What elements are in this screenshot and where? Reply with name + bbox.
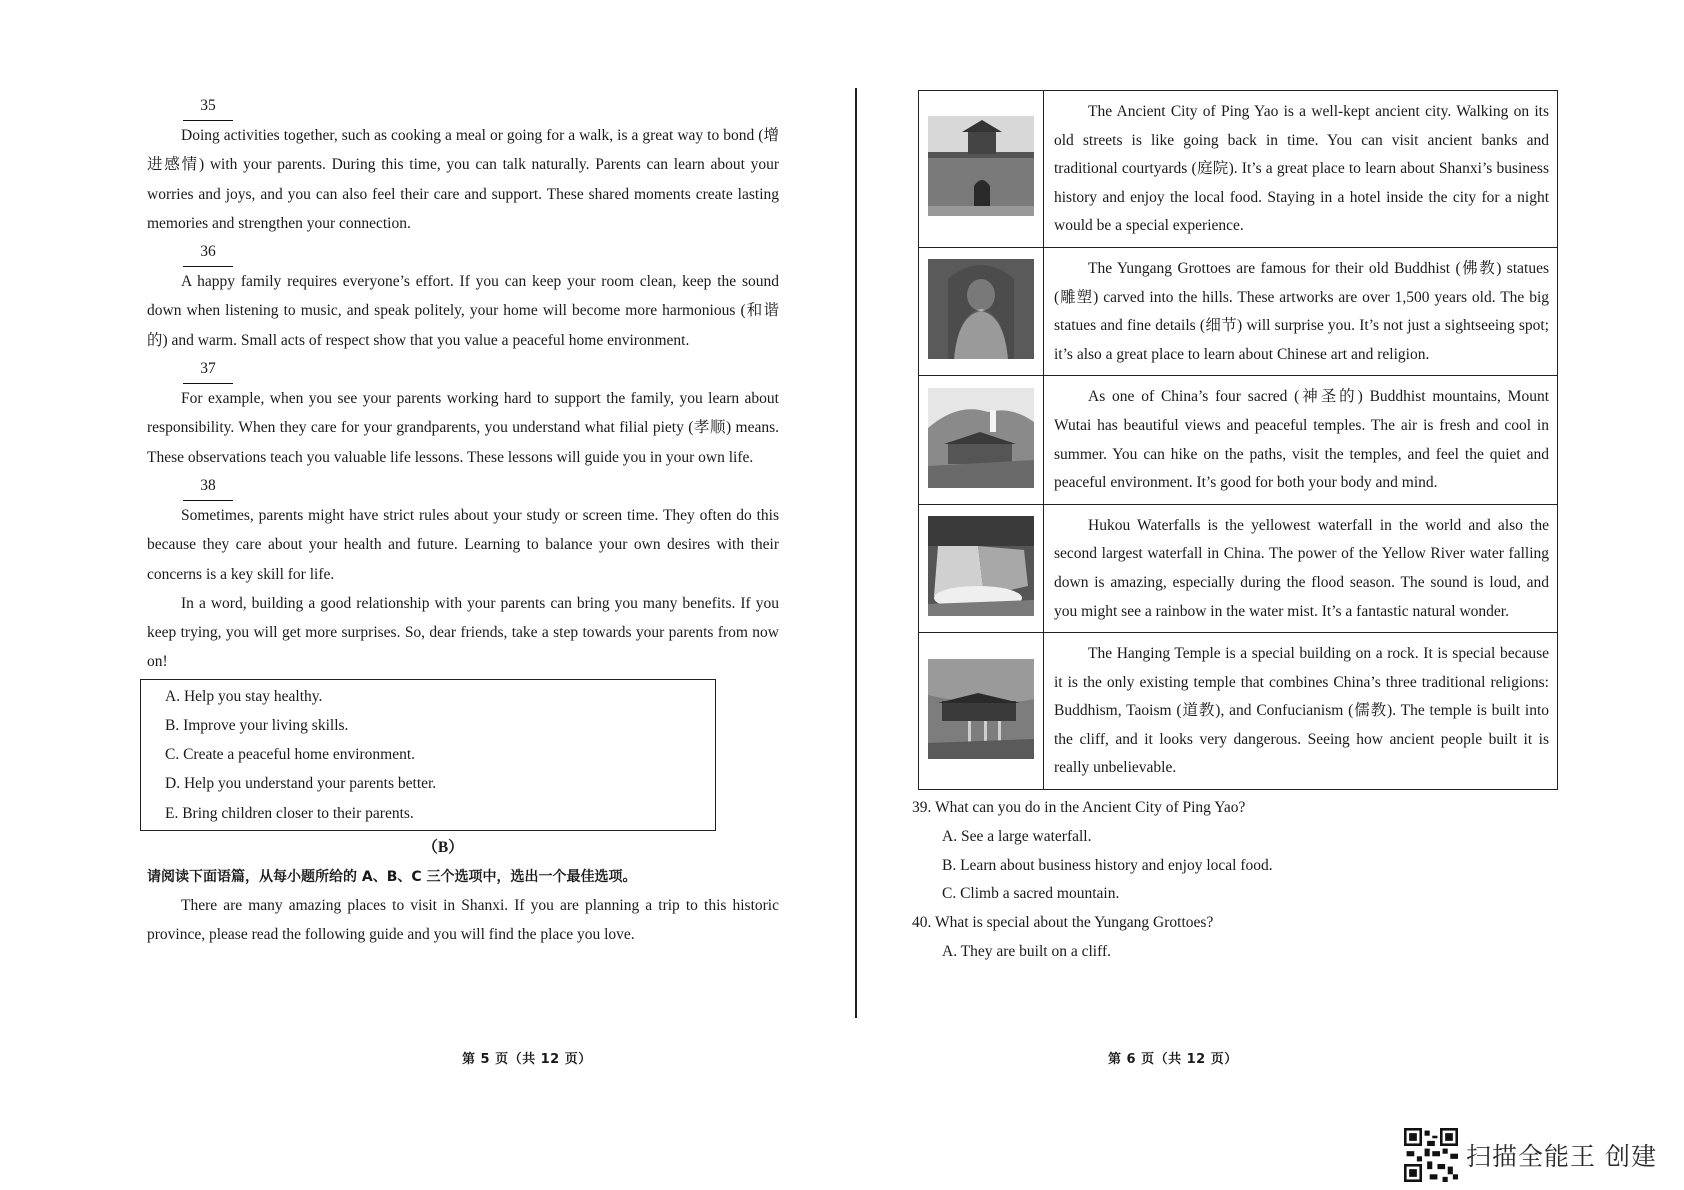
blank-35-number: 35 <box>183 92 233 121</box>
q39-option-a: A. See a large waterfall. <box>942 827 1092 845</box>
option-b: B. Improve your living skills. <box>165 716 349 734</box>
cliff-temple-image-icon <box>928 659 1034 759</box>
paragraph-35: Doing activities together, such as cooking a meal or going for a walk, is a great way to bond (增进感情) with your parents. During this time, you can talk naturally. Parents can learn about your worries and joys, and you can also feel their care and support. These shared moments create lasting memories and strengthen your connection. <box>147 127 779 232</box>
blank-35 <box>183 92 779 121</box>
guide-row-yungang <box>919 247 1558 375</box>
wutai-description: As one of China’s four sacred (神圣的) Buddhist mountains, Mount Wutai has beautiful views and peaceful temples. The air is fresh and cool in summer. You can hike on the paths, visit the temples, and feel the quiet and peaceful environment. It’s good for both your body and mind. <box>1044 376 1558 504</box>
paragraph-36: A happy family requires everyone’s effort. If you can keep your room clean, keep the sound down when listening to music, and speak politely, your home will become more harmonious (和谐的) and warm. Small acts of respect show that you value a peaceful home environment. <box>147 273 779 349</box>
hanging-temple-description: The Hanging Temple is a special building on a rock. It is special because it is the only existing temple that combines China’s three traditional religions: Buddhism, Taoism (道教), and Confucianism (儒教). The temple is built into the cliff, and it looks very dangerous. Seeing how ancient people built it is really unbelievable. <box>1044 633 1558 790</box>
page-number-right: 第 6 页（共 12 页） <box>1108 1052 1238 1067</box>
q40-option-a: A. They are built on a cliff. <box>942 943 1112 961</box>
waterfall-photo <box>919 504 1044 632</box>
question-39: 39. What can you do in the Ancient City of Ping Yao? <box>912 799 1246 817</box>
options-box <box>140 679 716 831</box>
left-page <box>147 92 779 949</box>
blank-38 <box>183 472 779 501</box>
guide-row-hanging-temple <box>919 633 1558 790</box>
scanner-watermark <box>1404 1128 1657 1182</box>
hukou-description: Hukou Waterfalls is the yellowest waterfall in the world and also the second largest waterfall in China. The power of the Yellow River water falling down is amazing, especially during the flood season. The sound is loud, and you might see a rainbow in the water mist. It’s a fantastic natural wonder. <box>1044 504 1558 632</box>
right-page <box>912 90 1558 967</box>
blank-37 <box>183 355 779 384</box>
option-a: A. Help you stay healthy. <box>165 687 323 705</box>
blank-37-number: 37 <box>183 355 233 384</box>
questions <box>912 794 1558 967</box>
guide-intro: There are many amazing places to visit in Shanxi. If you are planning a trip to this historic province, please read the following guide and you will find the place you love. <box>147 896 779 944</box>
watermark-text: 扫描全能王 创建 <box>1466 1142 1657 1171</box>
q39-option-b: B. Learn about business history and enjoy local food. <box>942 856 1273 874</box>
cliff-temple-photo <box>919 633 1044 790</box>
city-gate-image-icon <box>928 116 1034 216</box>
yungang-description: The Yungang Grottoes are famous for their old Buddhist (佛教) statues (雕塑) carved into the hills. These artworks are over 1,500 years old. The big statues and fine details (细节) will surprise you. It’s not just a sightseeing spot; it’s also a great place to learn about Chinese art and religion. <box>1044 247 1558 375</box>
blank-36 <box>183 238 779 267</box>
qr-code-icon <box>1404 1128 1458 1182</box>
paragraph-37: For example, when you see your parents working hard to support the family, you learn about responsibility. When they care for your grandparents, you understand what filial piety (孝顺) means. These observations teach you valuable life lessons. These lessons will guide you in your own life. <box>147 390 779 466</box>
option-e: E. Bring children closer to their parents. <box>165 804 414 822</box>
guide-row-wutai <box>919 376 1558 504</box>
travel-guide-table <box>918 90 1558 790</box>
ping-yao-description: The Ancient City of Ping Yao is a well-kept ancient city. Walking on its old streets is like going back in time. You can visit ancient banks and traditional courtyards (庭院). It’s a great place to learn about Shanxi’s business history and enjoy the local food. Staying in a hotel inside the city for a night would be a special experience. <box>1044 91 1558 248</box>
blank-36-number: 36 <box>183 238 233 267</box>
page-divider <box>855 88 857 1018</box>
waterfall-image-icon <box>928 516 1034 616</box>
mountain-temple-image-icon <box>928 388 1034 488</box>
conclusion-paragraph: In a word, building a good relationship with your parents can bring you many benefits. If you keep trying, you will get more surprises. So, dear friends, take a step towards your parents from now on! <box>147 594 779 671</box>
page-number-left: 第 5 页（共 12 页） <box>462 1052 592 1067</box>
paragraph-38: Sometimes, parents might have strict rules about your study or screen time. They often do this because they care about your health and future. Learning to balance your own desires with their concerns is a key skill for life. <box>147 506 779 583</box>
blank-38-number: 38 <box>183 472 233 501</box>
guide-row-hukou <box>919 504 1558 632</box>
mountain-temple-photo <box>919 376 1044 504</box>
option-d: D. Help you understand your parents better. <box>165 775 437 793</box>
buddha-statue-photo <box>919 247 1044 375</box>
buddha-statue-image-icon <box>928 259 1034 359</box>
chinese-instruction: 请阅读下面语篇，从每小题所给的 A、B、C 三个选项中，选出一个最佳选项。 <box>147 868 637 885</box>
question-40: 40. What is special about the Yungang Grottoes? <box>912 914 1214 932</box>
ancient-city-gate-photo <box>919 91 1044 248</box>
option-c: C. Create a peaceful home environment. <box>165 746 416 764</box>
q39-option-c: C. Climb a sacred mountain. <box>942 885 1120 903</box>
guide-row-ping-yao <box>919 91 1558 248</box>
section-b-heading: （B） <box>422 838 464 856</box>
